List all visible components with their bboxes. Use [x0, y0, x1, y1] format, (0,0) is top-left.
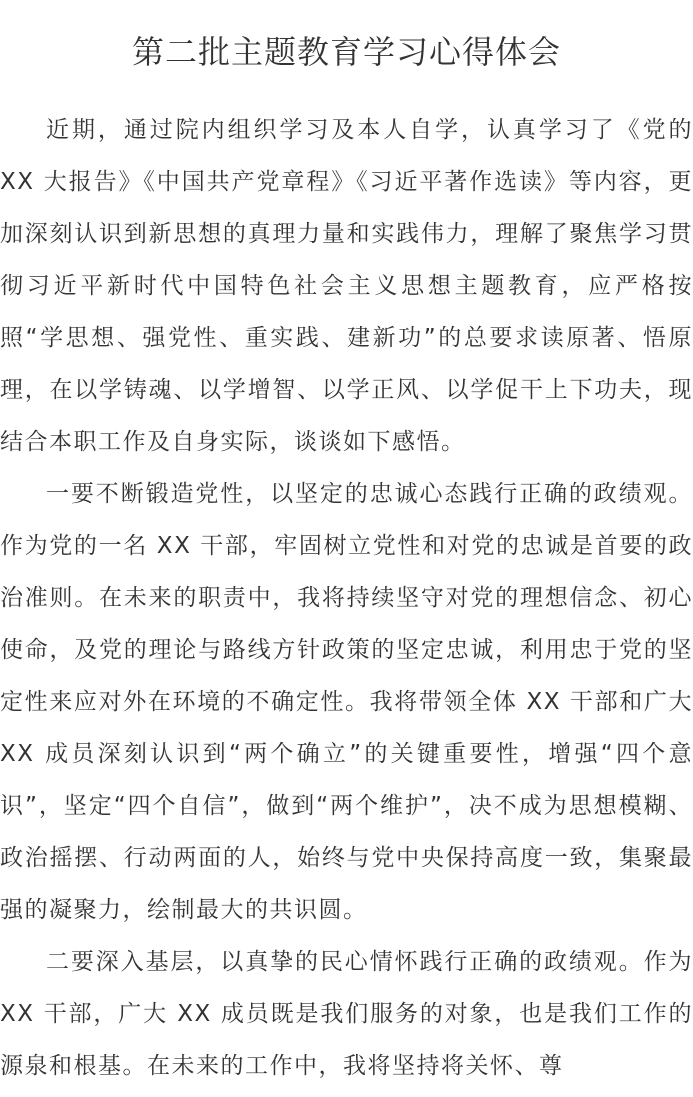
paragraph-point-two: 二要深入基层，以真挚的民心情怀践行正确的政绩观。作为 XX 干部，广大 XX 成员既是我们服务的对象，也是我们工作的源泉和根基。在未来的工作中，我将坚持将关怀、尊 — [0, 949, 693, 1079]
paragraph-intro: 近期，通过院内组织学习及本人自学，认真学习了《党的 XX 大报告》《中国共产党章程》《习近平著作选读》等内容，更加深刻认识到新思想的真理力量和实践伟力，理解了聚焦学习贯彻习近平新时代中国特色社会主义思想主题教育，应严格按照“学思想、强党性、重实践、建新功”的总要求读原著、悟原理，在以学铸魂、以学增智、以学正风、以学促干上下功夫，现结合本职工作及自身实际，谈谈如下感悟。 — [0, 117, 693, 455]
document-body — [0, 104, 693, 1092]
document-title: 第二批主题教育学习心得体会 — [131, 33, 561, 71]
paragraph-point-one: 一要不断锻造党性，以坚定的忠诚心态践行正确的政绩观。作为党的一名 XX 干部，牢固树立党性和对党的忠诚是首要的政治准则。在未来的职责中，我将持续坚守对党的理想信念、初心使命，及党的理论与路线方针政策的坚定忠诚，利用忠于党的坚定性来应对外在环境的不确定性。我将带领全体 XX 干部和广大 XX 成员深刻认识到“两个确立”的关键重要性，增强“四个意识”，坚定“四个自信”，做到“两个维护”，决不成为思想模糊、政治摇摆、行动两面的人，始终与党中央保持高度一致，集聚最强的凝聚力，绘制最大的共识圆。 — [0, 481, 693, 923]
